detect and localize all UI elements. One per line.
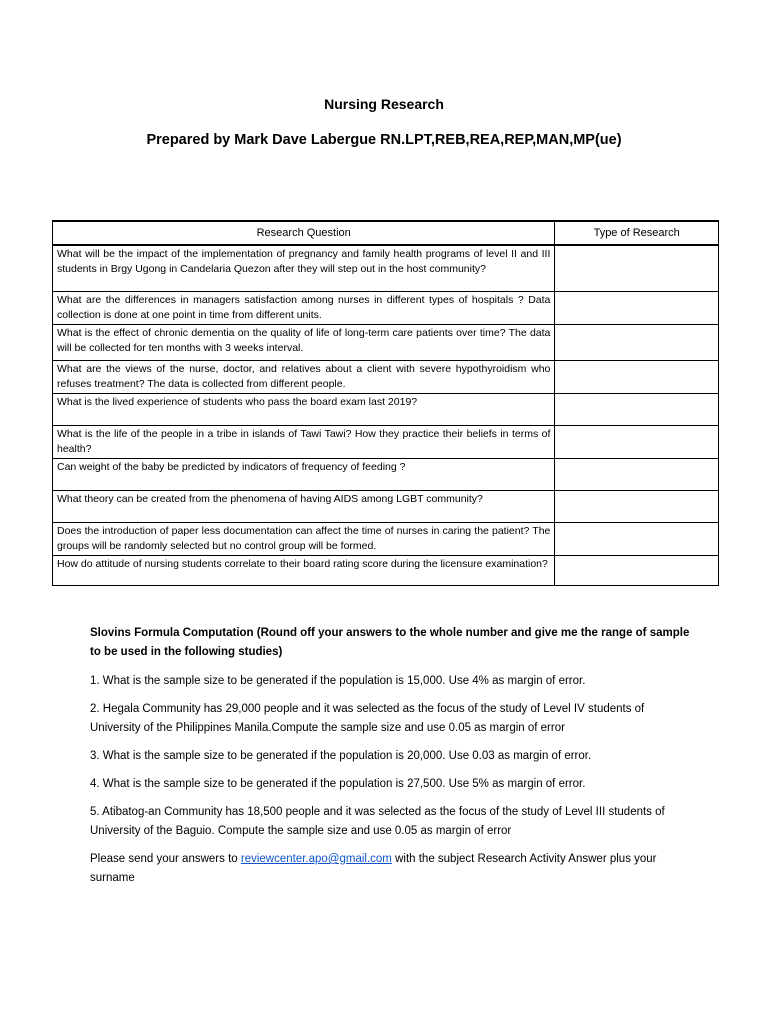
research-question-cell: Does the introduction of paper less documentation can affect the time of nurses in caring the patient? The groups will be randomly selected but no control group will be formed. — [53, 522, 555, 555]
research-question-cell: What theory can be created from the phenomena of having AIDS among LGBT community? — [53, 490, 555, 522]
type-of-research-cell[interactable] — [555, 555, 719, 585]
table-row — [53, 393, 719, 425]
table-row — [53, 291, 719, 324]
research-question-cell: What are the views of the nurse, doctor, and relatives about a client with severe hypothyroidism who refuses treatment? The data is collected from different people. — [53, 360, 555, 393]
research-question-cell: How do attitude of nursing students correlate to their board rating score during the licensure examination? — [53, 555, 555, 585]
type-of-research-cell[interactable] — [555, 291, 719, 324]
header-research-question: Research Question — [53, 221, 555, 245]
table-row — [53, 490, 719, 522]
submission-instructions — [90, 850, 690, 888]
slovins-question-5: 5. Atibatog-an Community has 18,500 people and it was selected as the focus of the study of Level III students of University of the Baguio. Compute the sample size and use 0.05 as margin of error — [90, 806, 665, 837]
research-question-cell: What is the lived experience of students who pass the board exam last 2019? — [53, 393, 555, 425]
type-of-research-cell[interactable] — [555, 522, 719, 555]
submission-prefix: Please send your answers to — [90, 853, 241, 865]
table-row — [53, 245, 719, 291]
research-question-cell: What is the life of the people in a tribe in islands of Tawi Tawi? How they practice their beliefs in terms of health? — [53, 425, 555, 458]
slovins-section — [90, 624, 690, 897]
research-question-cell: What will be the impact of the implementation of pregnancy and family health programs of level II and III students in Brgy Ugong in Candelaria Quezon after they will step out in the host community? — [53, 245, 555, 291]
type-of-research-cell[interactable] — [555, 245, 719, 291]
slovins-question-3: 3. What is the sample size to be generated if the population is 20,000. Use 0.03 as margin of error. — [90, 750, 592, 762]
type-of-research-cell[interactable] — [555, 458, 719, 490]
slovins-heading: Slovins Formula Computation (Round off your answers to the whole number and give me the range of sample to be used in the following studies) — [90, 627, 690, 658]
table-row — [53, 360, 719, 393]
slovins-question-4: 4. What is the sample size to be generated if the population is 27,500. Use 5% as margin of error. — [90, 778, 586, 790]
document-title: Nursing Research — [324, 96, 444, 112]
table-row — [53, 324, 719, 360]
slovins-question-2: 2. Hegala Community has 29,000 people and it was selected as the focus of the study of Level IV students of University of the Philippines Manila.Compute the sample size and use 0.05 as margin of error — [90, 703, 645, 734]
header-type-of-research: Type of Research — [555, 221, 719, 245]
type-of-research-cell[interactable] — [555, 360, 719, 393]
table-row — [53, 555, 719, 585]
submission-suffix: with the subject Research Activity Answer plus your surname — [90, 853, 657, 884]
table-header-row — [53, 221, 719, 245]
type-of-research-cell[interactable] — [555, 393, 719, 425]
email-link[interactable]: reviewcenter.apo@gmail.com — [240, 853, 392, 865]
table-row — [53, 425, 719, 458]
slovins-question-1: 1. What is the sample size to be generated if the population is 15,000. Use 4% as margin of error. — [90, 675, 586, 687]
table-row — [53, 458, 719, 490]
research-question-cell: What is the effect of chronic dementia on the quality of life of long-term care patients over time? The data will be collected for ten months with 3 weeks interval. — [53, 324, 555, 360]
type-of-research-cell[interactable] — [555, 425, 719, 458]
research-question-cell: Can weight of the baby be predicted by indicators of frequency of feeding ? — [53, 458, 555, 490]
document-subtitle: Prepared by Mark Dave Labergue RN.LPT,REB,REA,REP,MAN,MP(ue) — [146, 132, 622, 148]
research-question-cell: What are the differences in managers satisfaction among nurses in different types of hospitals ? Data collection is done at one point in time from different units. — [53, 291, 555, 324]
type-of-research-cell[interactable] — [555, 324, 719, 360]
research-question-table — [52, 220, 719, 586]
type-of-research-cell[interactable] — [555, 490, 719, 522]
table-row — [53, 522, 719, 555]
